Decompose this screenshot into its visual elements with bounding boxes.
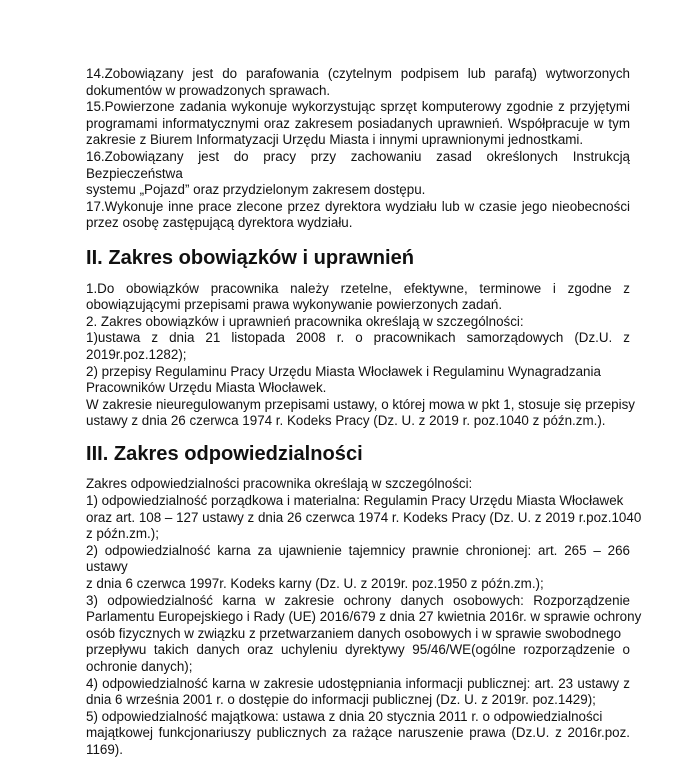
duties-item [86, 281, 630, 314]
document-page [86, 66, 642, 759]
text-line: obowiązującymi przepisami prawa wykonywanie powierzonych zadań. [86, 297, 503, 313]
text-line: 2019r.poz.1282); [86, 346, 187, 362]
text-line: 16.Zobowiązany jest do pracy przy zachowaniu zasad określonych Instrukcją Bezpieczeństwa [86, 148, 630, 181]
text-line: programami informatycznymi oraz zakresem posiadanych uprawnień. Współpracuje w tym [86, 115, 630, 131]
text-line: Parlamentu Europejskiego i Rady (UE) 2016/679 z dnia 27 kwietnia 2016r. w sprawie ochrony [86, 609, 642, 625]
text-line: ochronie danych); [86, 659, 193, 674]
text-line: osób fizycznych w związku z przetwarzaniem danych osobowych i w sprawie swobodnego [86, 625, 622, 641]
section-heading-duties: II. Zakres obowiązków i uprawnień [86, 246, 415, 269]
text-line: ustawy z dnia 26 czerwca 1974 r. Kodeks Pracy (Dz. U. z 2019 r. poz.1040 z późn.zm.). [86, 413, 606, 429]
responsibility-item [86, 592, 642, 676]
text-line: zakresie z Biurem Informatyzacji Urzędu Miasta i innymi uprawnionymi jednostkami. [86, 132, 584, 148]
text-line: 1.Do obowiązków pracownika należy rzetelne, efektywne, terminowe i zgodne z [86, 280, 630, 296]
text-line: 3) odpowiedzialność karna w zakresie ochrony danych osobowych: Rozporządzenie [86, 592, 630, 608]
responsibility-item [86, 543, 630, 593]
duties-item [86, 396, 635, 430]
duties-item [86, 314, 630, 331]
text-line: 1) odpowiedzialność porządkowa i materialna: Regulamin Pracy Urzędu Miasta Włocławek [86, 493, 624, 509]
text-line: majątkowej funkcjonariuszy publicznych za rażące naruszenie prawa (Dz.U. z 2016r.poz. [86, 725, 630, 741]
responsibility-section-items [86, 476, 642, 758]
list-item-17 [86, 199, 630, 232]
list-item-16 [86, 149, 630, 199]
text-line: przez osobę zastępującą dyrektora wydziału. [86, 215, 353, 231]
text-line: dnia 6 września 2001 r. o dostępie do informacji publicznej (Dz. U. z 2019r. poz.1429); [86, 692, 596, 708]
text-line: 4) odpowiedzialność karna w zakresie udostępniania informacji publicznej: art. 23 ustawy z [86, 675, 630, 691]
text-line: z dnia 6 czerwca 1997r. Kodeks karny (Dz. U. z 2019r. poz.1950 z późn.zm.); [86, 576, 544, 592]
text-line: przepływu takich danych oraz uchyleniu dyrektywy 95/46/WE(ogólne rozporządzenie o [86, 642, 630, 658]
duties-section-items [86, 280, 635, 430]
responsibility-item [86, 709, 630, 759]
text-line: 15.Powierzone zadania wykonuje wykorzystując sprzęt komputerowy zgodnie z przyjętymi [86, 99, 630, 115]
section-heading-responsibility: III. Zakres odpowiedzialności [86, 442, 363, 465]
text-line: 1)ustawa z dnia 21 listopada 2008 r. o pracownikach samorządowych (Dz.U. z [86, 330, 630, 346]
duties-item [86, 330, 630, 363]
text-line: Zakres odpowiedzialności pracownika określają w szczególności: [86, 476, 473, 492]
text-line: 5) odpowiedzialność majątkowa: ustawa z dnia 20 stycznia 2011 r. o odpowiedzialności [86, 708, 603, 724]
list-item-14 [86, 66, 630, 99]
text-line: 17.Wykonuje inne prace zlecone przez dyrektora wydziału lub w czasie jego nieobecności [86, 198, 630, 214]
text-line: dokumentów w prowadzonych sprawach. [86, 82, 331, 98]
text-line: 2) przepisy Regulaminu Pracy Urzędu Miasta Włocławek i Regulaminu Wynagradzania [86, 363, 601, 379]
text-line: W zakresie nieuregulowanym przepisami ustawy, o której mowa w pkt 1, stosuje się przepisy [86, 396, 635, 412]
text-line: 1169). [86, 741, 123, 757]
responsibility-item [86, 493, 642, 543]
text-line: 14.Zobowiązany jest do parafowania (czytelnym podpisem lub parafą) wytworzonych [86, 66, 630, 81]
text-line: z późn.zm.); [86, 526, 159, 542]
text-line: oraz art. 108 – 127 ustawy z dnia 26 czerwca 1974 r. Kodeks Pracy (Dz. U. z 2019 r.poz.1040 [86, 509, 642, 525]
list-item-15 [86, 99, 630, 149]
duties-item [86, 364, 630, 397]
responsibility-item [86, 676, 630, 709]
text-line: Pracowników Urzędu Miasta Włocławek. [86, 380, 327, 396]
text-line: 2. Zakres obowiązków i uprawnień pracownika określają w szczególności: [86, 313, 524, 329]
text-line: 2) odpowiedzialność karna za ujawnienie tajemnicy prawnie chronionej: art. 265 – 266 ustawy [86, 542, 630, 575]
responsibility-item [86, 476, 630, 493]
prev-section-items [86, 66, 630, 232]
text-line: systemu „Pojazd” oraz przydzielonym zakresem dostępu. [86, 182, 426, 198]
